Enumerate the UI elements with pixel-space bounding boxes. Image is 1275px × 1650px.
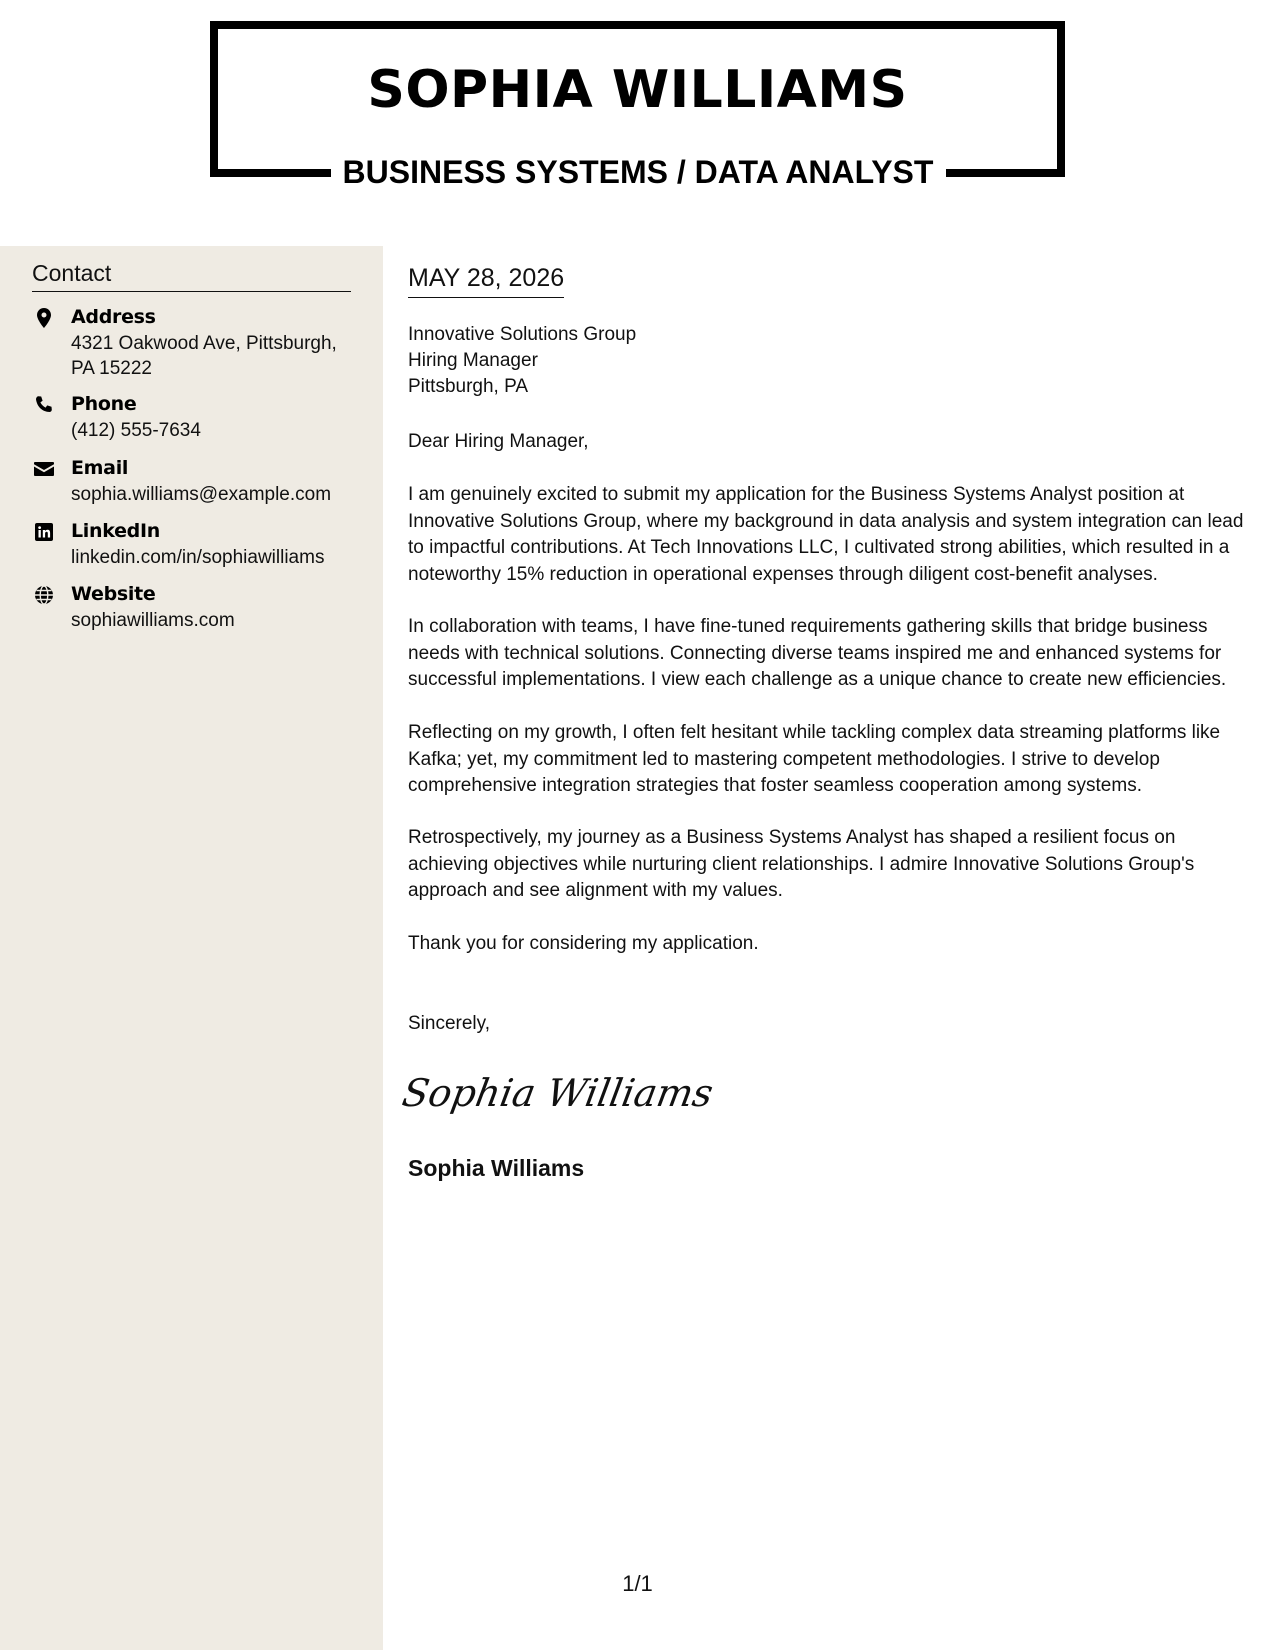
applicant-name: SOPHIA WILLIAMS (367, 60, 908, 120)
contact-label: Website (71, 583, 156, 605)
envelope-icon (32, 458, 56, 480)
salutation: Dear Hiring Manager, (408, 431, 589, 452)
paragraph: Thank you for considering my application. (408, 933, 759, 954)
linkedin-icon (32, 521, 56, 543)
letter-date: MAY 28, 2026 (408, 264, 564, 298)
contact-label: Email (71, 457, 129, 479)
location-pin-icon (32, 307, 56, 329)
contact-value: 4321 Oakwood Ave, Pittsburgh, PA 15222 (71, 333, 337, 379)
contact-address (32, 306, 362, 378)
contact-linkedin (32, 520, 362, 570)
phone-icon (32, 394, 56, 416)
contact-value: (412) 555-7634 (71, 420, 201, 441)
contact-label: LinkedIn (71, 520, 160, 542)
contact-value: sophiawilliams.com (71, 610, 235, 631)
header-frame-bottom-left (210, 169, 331, 177)
paragraph: I am genuinely excited to submit my application for the Business Systems Analyst position at Innovative Solutions Group, where my background in data analysis and system integration can lead to impactful contributions. At Tech Innovations LLC, I cultivated strong abilities, which resulted in a noteworthy 15% reduction in operational expenses through diligent cost-benefit analyses. (408, 484, 1244, 585)
contact-value: sophia.williams@example.com (71, 484, 332, 505)
closing: Sincerely, (408, 1013, 491, 1034)
paragraph: Retrospectively, my journey as a Business Systems Analyst has shaped a resilient focus on achieving objectives while nurturing client relationships. I admire Innovative Solutions Group's approach and see alignment with my values. (408, 827, 1195, 901)
paragraph: Reflecting on my growth, I often felt hesitant while tackling complex data streaming platforms like Kafka; yet, my commitment led to mastering competent methodologies. I strive to develop comprehensive integration strategies that foster seamless cooperation among systems. (408, 722, 1221, 796)
recipient-title: Hiring Manager (408, 350, 538, 371)
header-frame-bottom-right (946, 169, 1065, 177)
contact-label: Phone (71, 393, 137, 415)
contact-heading: Contact (32, 260, 351, 292)
page-number: 1/1 (622, 1571, 653, 1596)
signature-image (398, 1064, 717, 1120)
contact-website (32, 583, 362, 633)
contact-label: Address (71, 306, 156, 328)
paragraph: In collaboration with teams, I have fine-tuned requirements gathering skills that bridge business needs with technical solutions. Connecting diverse teams inspired me and enhanced systems for successful implementations. I view each challenge as a unique chance to create new efficiencies. (408, 616, 1227, 690)
recipient-location: Pittsburgh, PA (408, 376, 529, 397)
signed-name: Sophia Williams (408, 1155, 585, 1181)
contact-value: linkedin.com/in/sophiawilliams (71, 547, 325, 568)
contact-email (32, 457, 362, 507)
recipient-company: Innovative Solutions Group (408, 324, 637, 345)
globe-icon (32, 584, 56, 606)
contact-phone (32, 393, 362, 443)
recipient-block (408, 322, 636, 400)
signature-text: Sophia Williams (398, 1071, 717, 1116)
job-title: BUSINESS SYSTEMS / DATA ANALYST (342, 154, 934, 190)
